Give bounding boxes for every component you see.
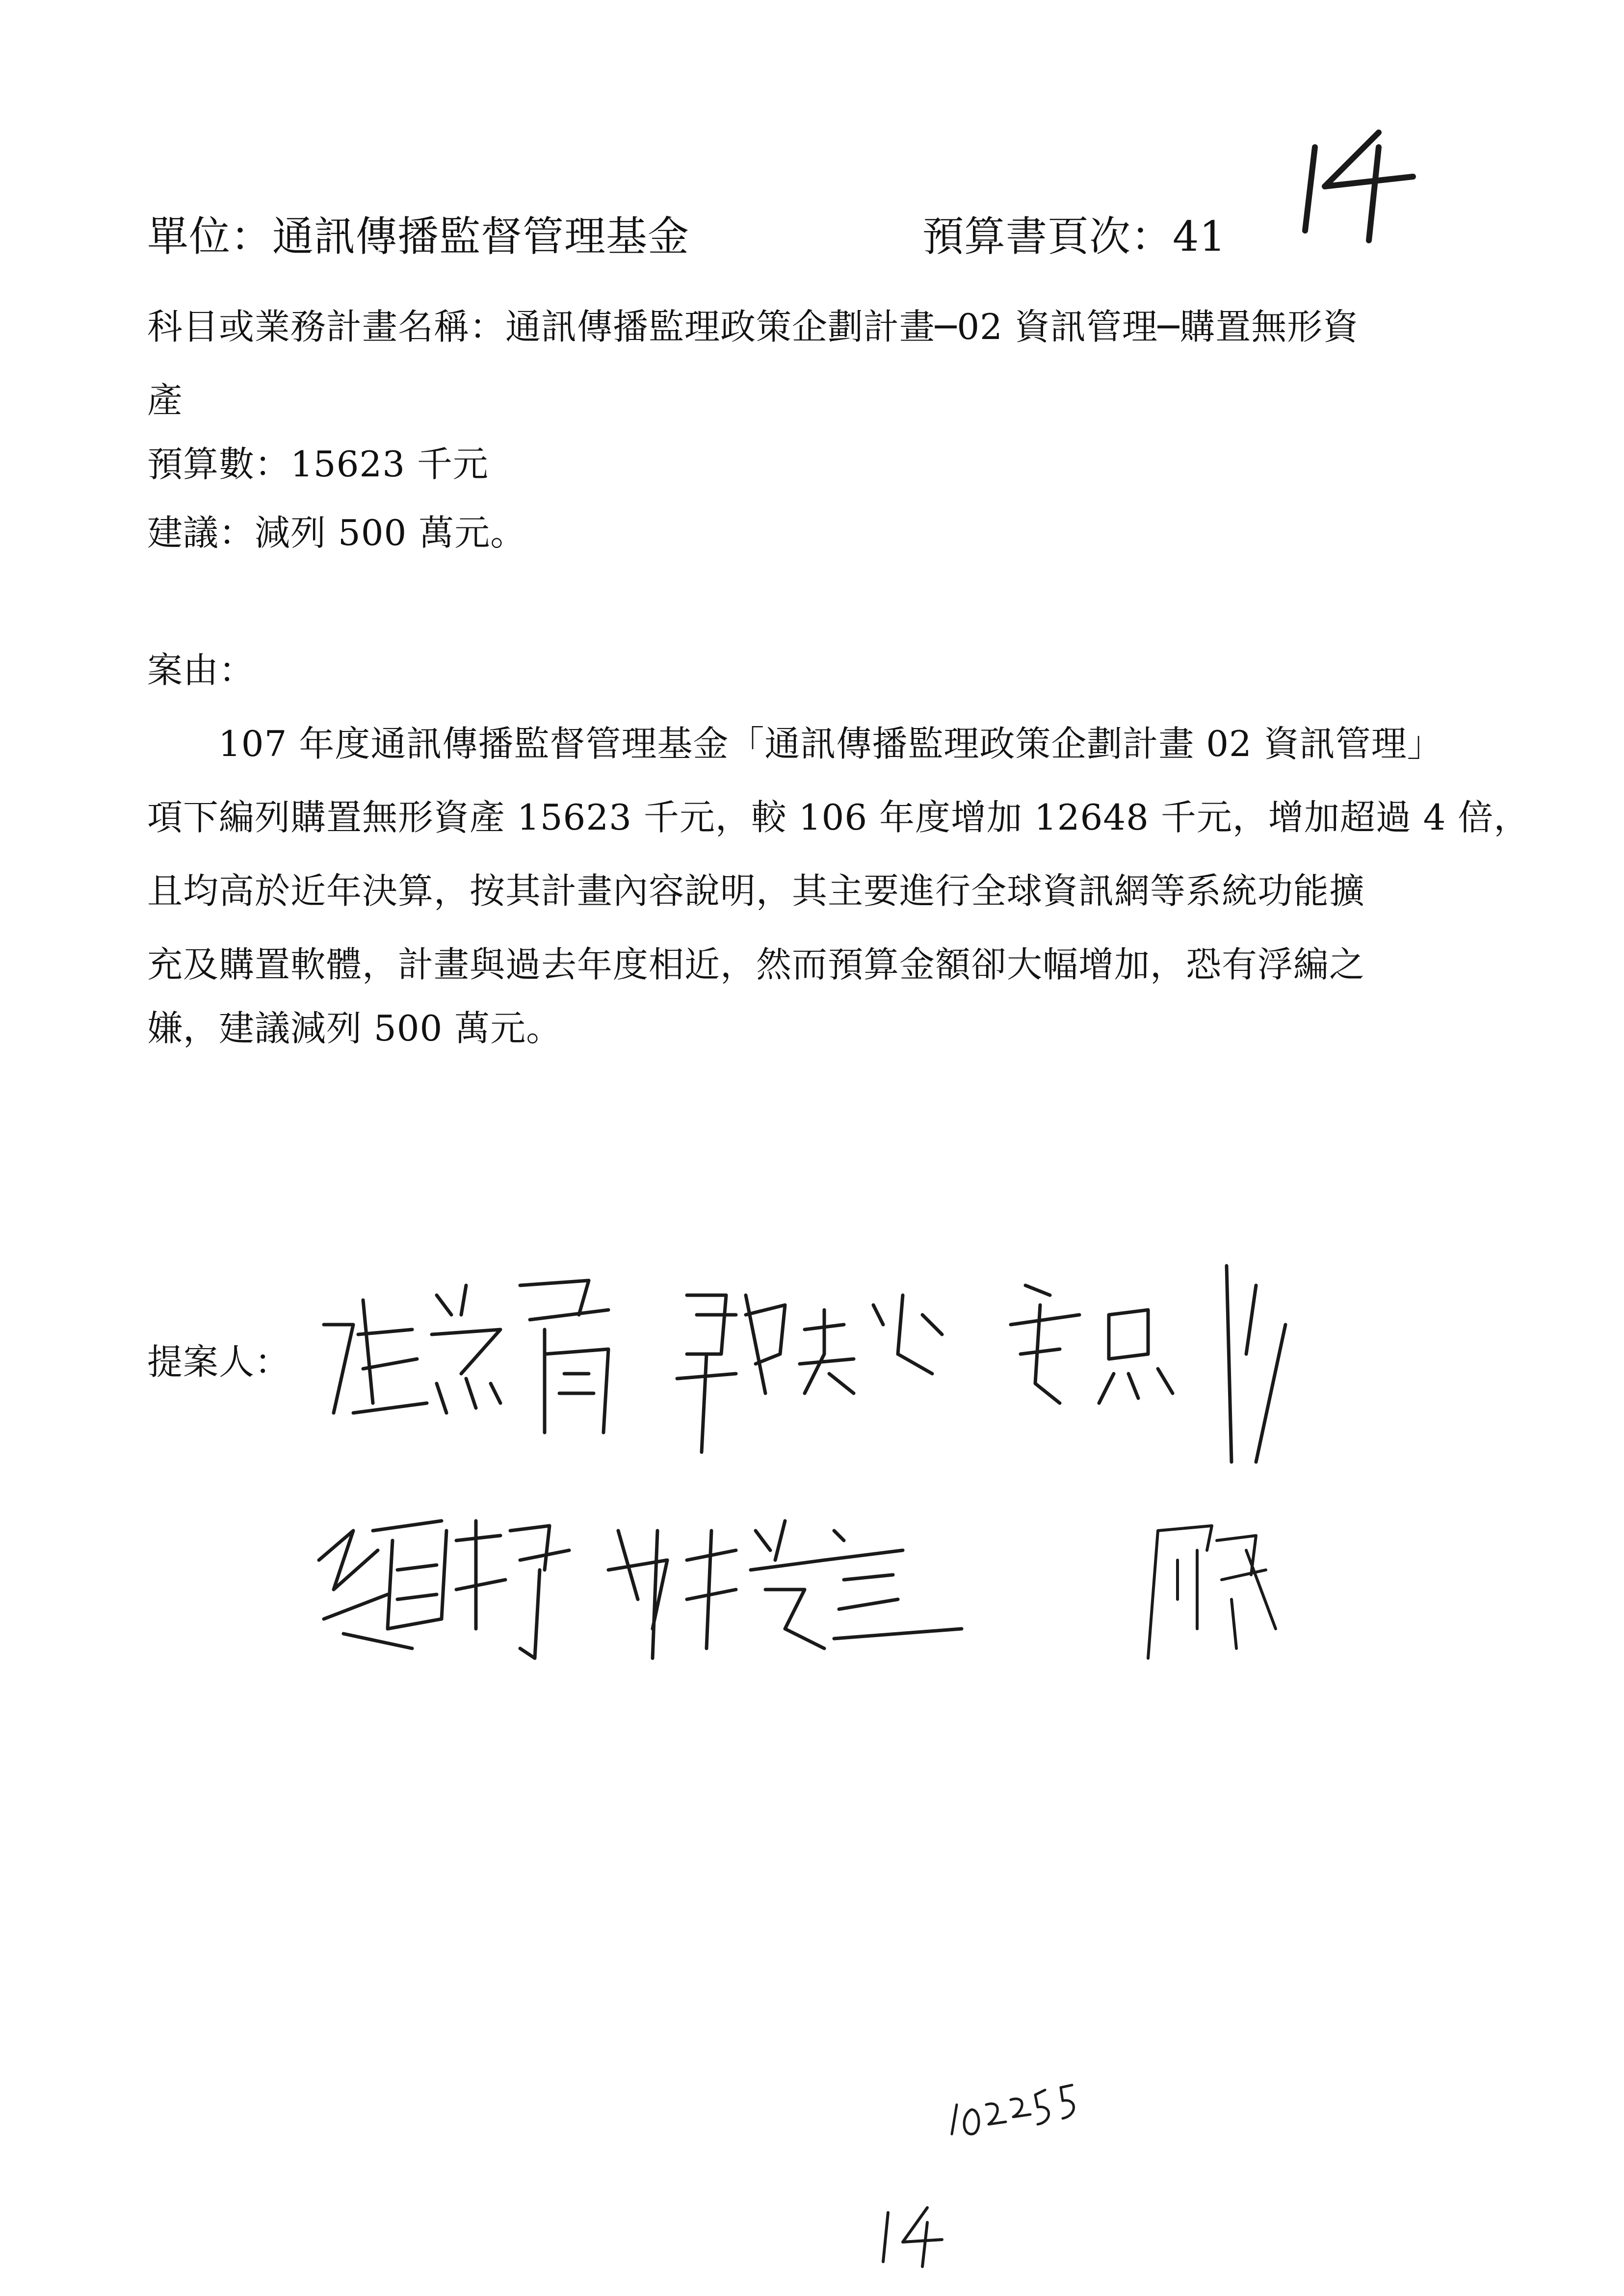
subject-line-2: 產 [147, 380, 183, 421]
handwritten-10255-svg [947, 2080, 1084, 2139]
page-value: 41 [1173, 212, 1226, 261]
signature-1 [324, 1280, 608, 1433]
footer-14-svg [873, 2203, 952, 2271]
reason-line-4: 充及購置軟體，計畫與過去年度相近，然而預算金額卻大幅增加，恐有浮編之 [147, 944, 1365, 985]
reason-line-3: 且均高於近年決算，按其計畫內容說明，其主要進行全球資訊網等系統功能擴 [147, 870, 1365, 912]
signature-2 [677, 1295, 942, 1452]
signature-3 [1011, 1266, 1285, 1462]
reason-title: 案由： [147, 650, 255, 691]
suggestion: 建議：減列 500 萬元。 [147, 512, 526, 553]
handwritten-page-number [1295, 118, 1452, 245]
unit-label: 單位： [147, 212, 273, 261]
unit-header [147, 212, 690, 261]
proposer-label: 提案人： [147, 1341, 291, 1383]
unit-value: 通訊傳播監督管理基金 [272, 212, 690, 261]
signature-6 [1148, 1526, 1276, 1658]
page-label: 預算書頁次： [922, 212, 1173, 261]
subject-line-1: 科目或業務計畫名稱：通訊傳播監理政策企劃計畫─02 資訊管理─購置無形資 [147, 306, 1359, 347]
signature-4 [319, 1521, 569, 1658]
signature-scribbles [314, 1256, 1393, 1673]
budget-amount: 預算數：15623 千元 [147, 444, 489, 485]
handwritten-stamp [947, 2080, 1084, 2139]
footer-page-number [873, 2203, 952, 2271]
signature-5 [608, 1521, 962, 1658]
reason-line-1: 107 年度通訊傳播監督管理基金「通訊傳播監理政策企劃計畫 02 資訊管理」 [218, 723, 1443, 764]
signatures [314, 1256, 1393, 1673]
handwritten-14-svg [1295, 118, 1452, 245]
reason-line-2: 項下編列購置無形資產 15623 千元，較 106 年度增加 12648 千元，增加超過 4 倍， [147, 797, 1530, 838]
reason-line-5: 嫌，建議減列 500 萬元。 [147, 1008, 562, 1049]
budget-page-ref [922, 212, 1226, 261]
